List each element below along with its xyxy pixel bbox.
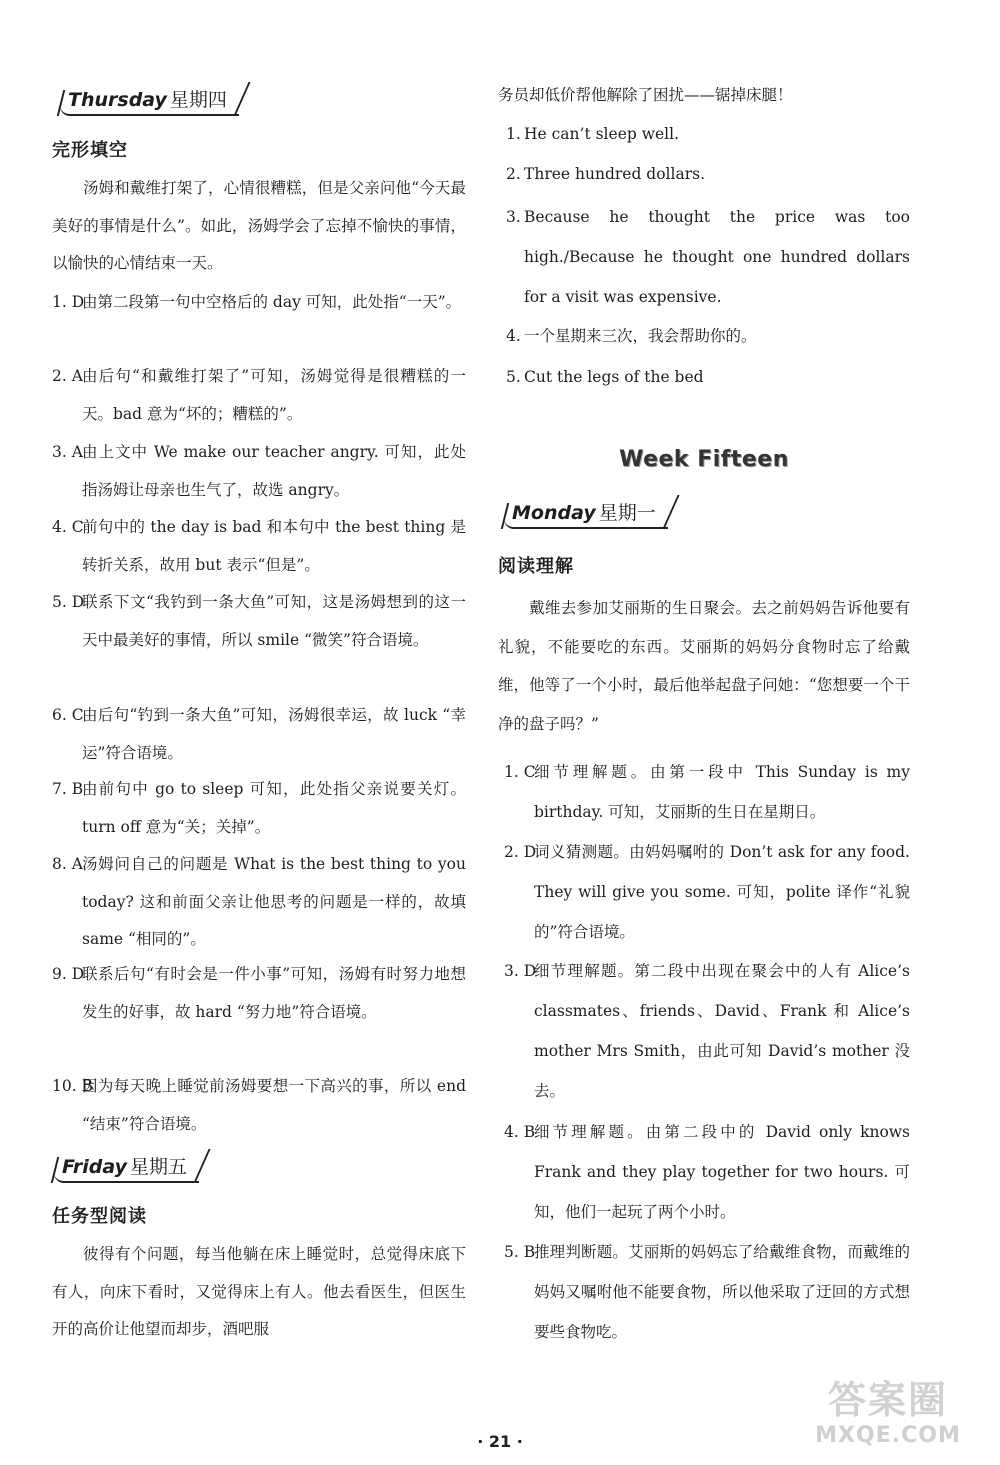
answer-number: 2. D (504, 843, 537, 861)
answer-number: 2. (506, 165, 521, 183)
answer-number: 5. D (52, 593, 85, 611)
cloze-answer-4 (52, 509, 466, 584)
answer-text: 由第二段第一句中空格后的 day 可知，此处指“一天”。 (82, 293, 462, 311)
task-answer-3 (506, 197, 910, 317)
friday-heading (54, 1153, 199, 1183)
answer-text: 因为每天晚上睡觉前汤姆要想一下高兴的事，所以 end “结束”符合语境。 (82, 1077, 466, 1133)
answer-text: 汤姆问自己的问题是 What is the best thing to you today? 这和前面父亲让他思考的问题是一样的，故填 same “相同的”。 (82, 855, 466, 948)
watermark-logo-text: 答案圈 (827, 1378, 948, 1422)
cloze-summary: 汤姆和戴维打架了，心情很糟糕，但是父亲问他“今天最美好的事情是什么”。如此，汤姆学会了忘掉不愉快的事情，以愉快的心情结束一天。 (52, 179, 466, 272)
cloze-answer-1 (52, 284, 466, 322)
thursday-en: Thursday (68, 89, 167, 111)
answer-number: 8. A (52, 855, 83, 873)
answer-text: Three hundred dollars. (524, 165, 706, 183)
answer-text: 细节理解题。由第一段中 This Sunday is my birthday. 可知，艾丽斯的生日在星期日。 (534, 763, 910, 821)
thursday-cn: 星期四 (169, 89, 227, 111)
answer-number: 1. (506, 125, 521, 143)
answer-text: 词义猜测题。由妈妈嘱咐的 Don’t ask for any food. They will give you some. 可知，polite 译作“礼貌的”符合语境。 (534, 843, 910, 941)
answer-text: Cut the legs of the bed (524, 368, 704, 386)
page-number: · 21 · (477, 1432, 523, 1451)
monday-heading (504, 499, 668, 529)
task-answer-1 (506, 116, 910, 154)
cloze-answer-3 (52, 434, 466, 509)
task-answer-4 (506, 318, 910, 356)
week-title: Week Fifteen (619, 447, 789, 472)
answer-text: He can’t sleep well. (524, 125, 679, 143)
answer-number: 3. (506, 208, 521, 226)
answer-text: Because he thought the price was too high./Because he thought one hundred dollars for a visit was expensive. (524, 208, 910, 306)
answer-number: 2. A (52, 367, 83, 385)
cloze-answer-6 (52, 697, 466, 772)
answer-text: 推理判断题。艾丽斯的妈妈忘了给戴维食物，而戴维的妈妈又嘱咐他不能要食物，所以他采取了迂回的方式想要些食物吃。 (534, 1243, 910, 1341)
cloze-answer-9 (52, 956, 466, 1031)
answer-text: 细节理解题。第二段中出现在聚会中的人有 Alice’s classmates、friends、David、Frank 和 Alice’s mother Mrs Smith，由此可知 David’s mother 没去。 (534, 962, 910, 1100)
answer-text: 联系后句“有时会是一件小事”可知，汤姆有时努力地想发生的好事，故 hard “努力地”符合语境。 (82, 965, 466, 1021)
reading-answer-3 (504, 951, 910, 1111)
watermark-url: MXQE.COM (815, 1423, 961, 1448)
cloze-answer-2 (52, 358, 466, 433)
answer-number: 3. D (504, 962, 537, 980)
reading-answer-1 (504, 752, 910, 832)
task-summary-start: 彼得有个问题，每当他躺在床上睡觉时，总觉得床底下有人，向床下看时，又觉得床上有人。他去看医生，但医生开的高价让他望而却步，酒吧服 (52, 1245, 466, 1338)
answer-text: 由前句中 go to sleep 可知，此处指父亲说要关灯。turn off 意为“关；关掉”。 (82, 780, 466, 836)
cloze-answer-5 (52, 584, 466, 659)
cloze-answer-7 (52, 771, 466, 846)
answer-text: 细节理解题。由第二段中的 David only knows Frank and they play together for two hours. 可知，他们一起玩了两个小时。 (534, 1123, 910, 1221)
thursday-heading (60, 86, 239, 116)
answer-text: 一个星期来三次，我会帮助你的。 (524, 327, 757, 345)
answer-text: 前句中的 the day is bad 和本句中 the best thing 是转折关系，故用 but 表示“但是”。 (82, 518, 466, 574)
answer-number: 5. B (504, 1243, 536, 1261)
answer-text: 联系下文“我钓到一条大鱼”可知，这是汤姆想到的这一天中最美好的事情，所以 smile “微笑”符合语境。 (82, 593, 466, 649)
answer-number: 7. B (52, 780, 84, 798)
friday-cn: 星期五 (130, 1156, 188, 1178)
answer-number: 4. C (52, 518, 84, 536)
answer-number: 4. (506, 327, 521, 345)
answer-text: 由上文中 We make our teacher angry. 可知，此处指汤姆让母亲也生气了，故选 angry。 (82, 443, 466, 499)
reading-answer-2 (504, 832, 910, 952)
task-reading-title: 任务型阅读 (52, 1206, 147, 1227)
monday-cn: 星期一 (598, 502, 656, 524)
answer-text: 由后句“和戴维打架了”可知，汤姆觉得是很糟糕的一天。bad 意为“坏的；糟糕的”。 (82, 367, 466, 423)
reading-summary: 戴维去参加艾丽斯的生日聚会。去之前妈妈告诉他要有礼貌，不能要吃的东西。艾丽斯的妈妈分食物时忘了给戴维，他等了一个小时，最后他举起盘子问她：“您想要一个干净的盘子吗？” (498, 599, 910, 733)
answer-number: 3. A (52, 443, 83, 461)
reading-title: 阅读理解 (498, 556, 574, 577)
task-summary-continued: 务员却低价帮他解除了困扰——锯掉床腿！ (498, 86, 793, 104)
friday-en: Friday (62, 1156, 127, 1178)
answer-number: 5. (506, 368, 521, 386)
answer-number: 1. C (504, 763, 536, 781)
answer-number: 1. D (52, 293, 85, 311)
cloze-title: 完形填空 (52, 140, 128, 161)
watermark (788, 1378, 988, 1458)
answer-number: 4. B (504, 1123, 536, 1141)
monday-en: Monday (512, 502, 596, 524)
task-answer-5 (506, 359, 910, 397)
answer-number: 6. C (52, 706, 84, 724)
cloze-answer-10 (52, 1068, 466, 1143)
cloze-answer-8 (52, 846, 466, 959)
answer-number: 10. B (52, 1077, 93, 1095)
answer-text: 由后句“钓到一条大鱼”可知，汤姆很幸运，故 luck “幸运”符合语境。 (82, 706, 466, 762)
reading-answer-5 (504, 1232, 910, 1352)
reading-answer-4 (504, 1112, 910, 1232)
task-answer-2 (506, 156, 910, 194)
answer-number: 9. D (52, 965, 85, 983)
